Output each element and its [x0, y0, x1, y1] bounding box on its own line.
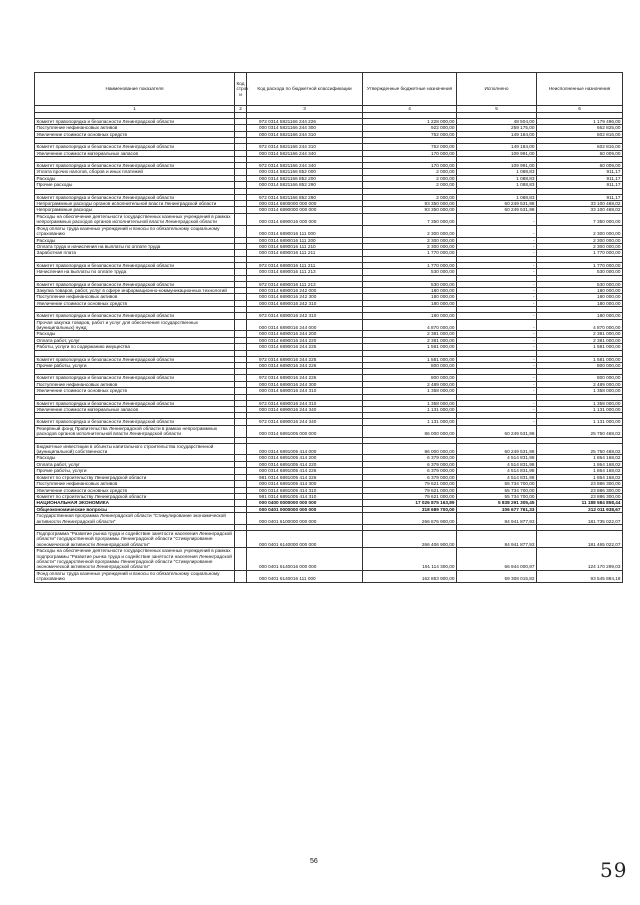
row-budget-code-cell: 000 0314 6890016 111 200 [247, 237, 363, 243]
row-unexecuted-cell: 1 864 168,02 [537, 461, 623, 467]
row-name-cell: Расходы [35, 331, 235, 337]
col-number: 5 [457, 106, 537, 113]
table-row [35, 548, 623, 571]
row-unexecuted-cell: 93 545 884,18 [537, 570, 623, 582]
row-executed-cell: 66 944 000,97 [457, 548, 537, 571]
row-approved-cell: 1 581 000,00 [363, 356, 457, 362]
row-budget-code-cell: 000 0314 6891005 414 220 [247, 461, 363, 467]
row-executed-cell: 55 734 700,00 [457, 493, 537, 499]
row-line-code-cell [235, 548, 247, 571]
row-approved-cell: 266 406 900,00 [363, 530, 457, 547]
row-budget-code-cell: 000 0314 6890016 111 000 [247, 225, 363, 237]
col-number: 3 [247, 106, 363, 113]
row-approved-cell: 170 000,00 [363, 163, 457, 169]
row-unexecuted-cell: 2 381 000,00 [537, 337, 623, 343]
row-unexecuted-cell: 60 009,00 [537, 150, 623, 156]
row-budget-code-cell: 000 0314 6890016 000 000 [247, 213, 363, 225]
row-budget-code-cell: 972 0314 5821166 244 340 [247, 163, 363, 169]
row-budget-code-cell: 972 0314 6890016 244 340 [247, 419, 363, 425]
row-unexecuted-cell: 1 131 000,00 [537, 407, 623, 413]
row-name-cell: Оплата работ, услуг [35, 337, 235, 343]
row-executed-cell: - [457, 294, 537, 300]
row-unexecuted-cell: 23 886 300,00 [537, 481, 623, 487]
row-executed-cell: 60 249 531,98 [457, 443, 537, 455]
row-executed-cell: - [457, 400, 537, 406]
row-budget-code-cell: 972 0314 5821166 244 226 [247, 119, 363, 125]
row-executed-cell: - [457, 331, 537, 337]
row-unexecuted-cell: 25 750 468,02 [537, 425, 623, 437]
row-name-cell: Прочие работы, услуги [35, 468, 235, 474]
row-approved-cell: 266 676 900,00 [363, 513, 457, 525]
row-budget-code-cell: 000 0401 6140000 000 000 [247, 530, 363, 547]
row-approved-cell: 2 000,00 [363, 169, 457, 175]
row-unexecuted-cell: 1 864 168,02 [537, 455, 623, 461]
row-unexecuted-cell: 124 170 299,03 [537, 548, 623, 571]
row-budget-code-cell: 000 0314 6890016 242 300 [247, 294, 363, 300]
row-budget-code-cell: 972 0314 6890016 111 213 [247, 281, 363, 287]
row-executed-cell: - [457, 250, 537, 256]
row-budget-code-cell: 972 0314 6890016 244 310 [247, 400, 363, 406]
row-approved-cell: 2 000,00 [363, 194, 457, 200]
row-executed-cell: 55 734 700,00 [457, 487, 537, 493]
row-executed-cell: 4 514 831,98 [457, 461, 537, 467]
row-approved-cell: 2 381 000,00 [363, 331, 457, 337]
row-name-cell: Непрограммные расходы органов исполнительной власти Ленинградской области [35, 201, 235, 207]
row-executed-cell: 4 514 831,98 [457, 468, 537, 474]
row-name-cell: Прочая закупка товаров, работ и услуг для обеспечения государственных (муниципальных) нужд [35, 319, 235, 331]
row-name-cell: Комитет правопорядка и безопасности Ленинградской области [35, 163, 235, 169]
row-unexecuted-cell: 800 000,00 [537, 363, 623, 369]
row-approved-cell: 86 000 000,00 [363, 425, 457, 437]
report-page [34, 72, 622, 583]
col-header-executed: Исполнено [457, 73, 537, 106]
row-approved-cell: 79 621 000,00 [363, 487, 457, 493]
row-budget-code-cell: 000 0314 6890016 244 200 [247, 331, 363, 337]
row-budget-code-cell: 972 0314 6890016 244 225 [247, 356, 363, 362]
row-approved-cell: 93 350 000,00 [363, 201, 457, 207]
row-executed-cell: - [457, 313, 537, 319]
row-approved-cell: 17 026 875 163,89 [363, 500, 457, 506]
row-unexecuted-cell: 212 011 938,67 [537, 506, 623, 512]
row-executed-cell: - [457, 287, 537, 293]
table-row [35, 570, 623, 582]
row-approved-cell: 79 621 000,00 [363, 481, 457, 487]
row-name-cell: Фонд оплаты труда казенных учреждений и взносы по обязательному социальному страхованию [35, 225, 235, 237]
row-name-cell: Расходы [35, 237, 235, 243]
row-approved-cell: 162 853 900,00 [363, 570, 457, 582]
row-approved-cell: 180 000,00 [363, 313, 457, 319]
row-budget-code-cell: 000 0314 6891005 414 310 [247, 487, 363, 493]
row-executed-cell: - [457, 262, 537, 268]
row-budget-code-cell: 000 0314 5821166 244 310 [247, 131, 363, 137]
row-approved-cell: 191 114 300,00 [363, 548, 457, 571]
row-line-code-cell [235, 530, 247, 547]
row-line-code-cell [235, 425, 247, 437]
row-approved-cell: 180 000,00 [363, 294, 457, 300]
row-name-cell: Расходы на обеспечение деятельности государственных казенных учреждений в рамках подпрограммы "Развитие рынка труда и содействие занятости населения Ленинградской области" государственной программы Ленинградской области "Стимулирование экономической активности Ленинградской области" [35, 548, 235, 571]
row-budget-code-cell: 000 0401 0000000 000 000 [247, 506, 363, 512]
row-executed-cell: - [457, 407, 537, 413]
row-approved-cell: 1 581 000,00 [363, 344, 457, 350]
row-budget-code-cell: 000 0314 6890016 244 340 [247, 407, 363, 413]
handwritten-page-stamp: 59 [600, 858, 628, 882]
row-unexecuted-cell: 33 100 468,02 [537, 201, 623, 207]
row-approved-cell: 4 870 000,00 [363, 319, 457, 331]
row-unexecuted-cell: 25 750 468,02 [537, 443, 623, 455]
row-executed-cell: - [457, 344, 537, 350]
col-number: 2 [235, 106, 247, 113]
row-budget-code-cell: 972 0314 6890016 244 226 [247, 375, 363, 381]
row-executed-cell: 109 991,00 [457, 163, 537, 169]
column-number-row [35, 106, 623, 113]
row-budget-code-cell: 000 0314 6890016 244 310 [247, 388, 363, 394]
row-name-cell: Подпрограмма "Развитие рынка труда и содействие занятости населения Ленинградской области" государственной программы Ленинградской области "Стимулирование экономической активности Ленинградской области" [35, 530, 235, 547]
col-number: 4 [363, 106, 457, 113]
row-unexecuted-cell: 181 465 022,07 [537, 530, 623, 547]
row-budget-code-cell: 000 0401 6100000 000 000 [247, 513, 363, 525]
row-unexecuted-cell: 530 000,00 [537, 281, 623, 287]
row-executed-cell: 55 734 700,00 [457, 481, 537, 487]
row-name-cell: Комитет правопорядка и безопасности Ленинградской области [35, 281, 235, 287]
row-budget-code-cell: 000 0314 6890016 242 000 [247, 287, 363, 293]
row-approved-cell: 800 000,00 [363, 363, 457, 369]
row-budget-code-cell: 000 0401 6140016 111 000 [247, 570, 363, 582]
row-executed-cell: 84 941 877,93 [457, 530, 537, 547]
row-name-cell: Заработная плата [35, 250, 235, 256]
row-line-code-cell [235, 570, 247, 582]
row-unexecuted-cell: 180 000,00 [537, 313, 623, 319]
row-budget-code-cell: 000 0314 5821166 852 290 [247, 182, 363, 188]
row-name-cell: Комитет по строительству Ленинградской области [35, 474, 235, 480]
row-unexecuted-cell: 23 886 300,00 [537, 493, 623, 499]
row-executed-cell: 60 249 531,98 [457, 425, 537, 437]
col-header-budget-code: Код расхода по бюджетной классификации [247, 73, 363, 106]
row-name-cell: Поступление нефинансовых активов [35, 125, 235, 131]
table-row [35, 225, 623, 237]
row-name-cell: Расходы на обеспечение деятельности государственных казенных учреждений в рамках непрограммных расходов органов исполнительной власти Ленинградской области [35, 213, 235, 225]
row-budget-code-cell: 000 0314 6890016 242 310 [247, 300, 363, 306]
row-executed-cell: 109 991,00 [457, 150, 537, 156]
row-budget-code-cell: 972 0314 5821166 244 310 [247, 144, 363, 150]
row-name-cell: Увеличение стоимости материальных запасов [35, 407, 235, 413]
row-budget-code-cell: 000 0314 5821166 244 300 [247, 125, 363, 131]
row-approved-cell: 180 000,00 [363, 300, 457, 306]
row-line-code-cell [235, 443, 247, 455]
row-line-code-cell [235, 225, 247, 237]
row-unexecuted-cell: 1 864 168,02 [537, 474, 623, 480]
row-executed-cell: 1 088,83 [457, 194, 537, 200]
row-unexecuted-cell: 180 000,00 [537, 294, 623, 300]
row-name-cell: Комитет правопорядка и безопасности Ленинградской области [35, 419, 235, 425]
row-approved-cell: 86 000 000,00 [363, 443, 457, 455]
row-executed-cell: - [457, 225, 537, 237]
row-unexecuted-cell: 911,17 [537, 182, 623, 188]
row-executed-cell: 60 249 531,98 [457, 207, 537, 213]
row-unexecuted-cell: 1 179 496,00 [537, 119, 623, 125]
row-name-cell: Работы, услуги по содержанию имущества [35, 344, 235, 350]
row-approved-cell: 93 350 000,00 [363, 207, 457, 213]
row-approved-cell: 1 358 000,00 [363, 400, 457, 406]
table-row [35, 425, 623, 437]
row-name-cell: Начисления на выплаты по оплате труда [35, 269, 235, 275]
row-unexecuted-cell: 23 886 300,00 [537, 487, 623, 493]
row-budget-code-cell: 000 0314 6890016 244 226 [247, 363, 363, 369]
row-executed-cell: 1 088,83 [457, 182, 537, 188]
row-approved-cell: 530 000,00 [363, 269, 457, 275]
row-executed-cell: 149 184,00 [457, 131, 537, 137]
row-name-cell: Поступление нефинансовых активов [35, 381, 235, 387]
row-name-cell: Комитет правопорядка и безопасности Ленинградской области [35, 144, 235, 150]
row-name-cell: Комитет правопорядка и безопасности Ленинградской области [35, 194, 235, 200]
row-unexecuted-cell: 33 100 468,02 [537, 207, 623, 213]
row-approved-cell: 2 300 000,00 [363, 243, 457, 249]
row-executed-cell: 59 308 015,82 [457, 570, 537, 582]
row-approved-cell: 922 000,00 [363, 125, 457, 131]
row-budget-code-cell: 000 0314 6890016 244 225 [247, 344, 363, 350]
row-executed-cell: 5 838 291 305,45 [457, 500, 537, 506]
row-approved-cell: 1 770 000,00 [363, 262, 457, 268]
row-executed-cell: 1 088,83 [457, 169, 537, 175]
row-executed-cell: - [457, 356, 537, 362]
row-executed-cell: - [457, 237, 537, 243]
row-name-cell: Комитет правопорядка и безопасности Ленинградской области [35, 356, 235, 362]
header-row [35, 73, 623, 106]
row-executed-cell: - [457, 419, 537, 425]
row-approved-cell: 752 000,00 [363, 144, 457, 150]
row-approved-cell: 2 300 000,00 [363, 225, 457, 237]
row-unexecuted-cell: 7 350 000,00 [537, 213, 623, 225]
row-budget-code-cell: 000 0314 5821166 244 340 [247, 150, 363, 156]
row-executed-cell: 259 175,00 [457, 125, 537, 131]
row-name-cell: Увеличение стоимости основных средств [35, 388, 235, 394]
row-executed-cell: - [457, 300, 537, 306]
row-approved-cell: 79 621 000,00 [363, 493, 457, 499]
row-unexecuted-cell: 4 870 000,00 [537, 319, 623, 331]
row-executed-cell: - [457, 243, 537, 249]
row-name-cell: Непрограммные расходы [35, 207, 235, 213]
row-unexecuted-cell: 1 131 000,00 [537, 419, 623, 425]
row-budget-code-cell: 000 0314 6890016 244 300 [247, 381, 363, 387]
row-approved-cell: 2 300 000,00 [363, 237, 457, 243]
row-executed-cell: 1 088,83 [457, 175, 537, 181]
row-unexecuted-cell: 1 358 000,00 [537, 400, 623, 406]
row-unexecuted-cell: 530 000,00 [537, 269, 623, 275]
row-executed-cell: 48 504,00 [457, 119, 537, 125]
row-executed-cell: 106 677 761,33 [457, 506, 537, 512]
row-unexecuted-cell: 911,17 [537, 175, 623, 181]
row-name-cell: Поступление нефинансовых активов [35, 481, 235, 487]
row-budget-code-cell: 000 0314 6891005 414 000 [247, 443, 363, 455]
row-approved-cell: 318 689 700,00 [363, 506, 457, 512]
row-name-cell: Закупка товаров, работ, услуг в сфере информационно-коммуникационных технологий [35, 287, 235, 293]
row-name-cell: Увеличение стоимости основных средств [35, 131, 235, 137]
col-header-approved: Утвержденные бюджетные назначения [363, 73, 457, 106]
table-row [35, 443, 623, 455]
row-approved-cell: 7 350 000,00 [363, 213, 457, 225]
row-executed-cell: 84 941 877,93 [457, 513, 537, 525]
table-body [35, 113, 623, 583]
table-row [35, 319, 623, 331]
row-budget-code-cell: 981 0314 6891005 414 226 [247, 474, 363, 480]
col-number: 1 [35, 106, 235, 113]
row-name-cell: Оплата работ, услуг [35, 461, 235, 467]
row-unexecuted-cell: 2 300 000,00 [537, 237, 623, 243]
budget-execution-table [34, 72, 623, 583]
row-executed-cell: - [457, 337, 537, 343]
row-approved-cell: 800 000,00 [363, 375, 457, 381]
row-unexecuted-cell: 1 581 000,00 [537, 344, 623, 350]
row-unexecuted-cell: 1 864 168,02 [537, 468, 623, 474]
row-budget-code-cell: 972 0314 6890016 242 310 [247, 313, 363, 319]
row-budget-code-cell: 000 0400 0000000 000 000 [247, 500, 363, 506]
row-name-cell: Комитет по строительству Ленинградской области [35, 493, 235, 499]
row-approved-cell: 2 000,00 [363, 182, 457, 188]
table-row [35, 530, 623, 547]
row-executed-cell: 149 184,00 [457, 144, 537, 150]
row-unexecuted-cell: 1 358 000,00 [537, 388, 623, 394]
row-name-cell: Уплата прочих налогов, сборов и иных платежей [35, 169, 235, 175]
row-name-cell: Комитет правопорядка и безопасности Ленинградской области [35, 119, 235, 125]
row-name-cell: Общеэкономические вопросы [35, 506, 235, 512]
row-approved-cell: 530 000,00 [363, 281, 457, 287]
row-unexecuted-cell: 911,17 [537, 194, 623, 200]
row-approved-cell: 6 379 000,00 [363, 455, 457, 461]
row-unexecuted-cell: 1 770 000,00 [537, 262, 623, 268]
row-name-cell: Увеличение стоимости материальных запасов [35, 150, 235, 156]
row-name-cell: Комитет правопорядка и безопасности Ленинградской области [35, 375, 235, 381]
row-name-cell: Фонд оплаты труда казенных учреждений и взносы по обязательному социальному страхованию [35, 570, 235, 582]
row-name-cell: Бюджетные инвестиции в объекты капитального строительства государственной (муниципальной) собственности [35, 443, 235, 455]
row-budget-code-cell: 000 0314 6891005 414 300 [247, 481, 363, 487]
row-budget-code-cell: 000 0314 6800000 000 000 [247, 201, 363, 207]
row-budget-code-cell: 000 0314 6891005 414 200 [247, 455, 363, 461]
row-approved-cell: 6 379 000,00 [363, 461, 457, 467]
row-name-cell: Комитет правопорядка и безопасности Ленинградской области [35, 400, 235, 406]
row-budget-code-cell: 981 0314 6891005 414 310 [247, 493, 363, 499]
row-name-cell: Прочие работы, услуги [35, 363, 235, 369]
row-budget-code-cell: 000 0401 6140016 000 000 [247, 548, 363, 571]
row-executed-cell: 4 514 831,98 [457, 455, 537, 461]
col-header-line-code: Код строк и [235, 73, 247, 106]
col-header-name: Наименование показателя [35, 73, 235, 106]
row-unexecuted-cell: 911,17 [537, 169, 623, 175]
row-unexecuted-cell: 2 489 000,00 [537, 381, 623, 387]
table-row [35, 513, 623, 525]
row-executed-cell: - [457, 213, 537, 225]
row-approved-cell: 6 379 000,00 [363, 468, 457, 474]
row-name-cell: НАЦИОНАЛЬНАЯ ЭКОНОМИКА [35, 500, 235, 506]
row-name-cell: Комитет правопорядка и безопасности Ленинградской области [35, 313, 235, 319]
row-unexecuted-cell: 602 816,00 [537, 131, 623, 137]
row-name-cell: Увеличение стоимости основных средств [35, 300, 235, 306]
row-budget-code-cell: 000 0314 6891005 000 000 [247, 425, 363, 437]
row-approved-cell: 2 381 000,00 [363, 337, 457, 343]
col-header-unexecuted: Неисполненные назначения [537, 73, 623, 106]
row-approved-cell: 1 131 000,00 [363, 407, 457, 413]
row-name-cell: Оплата труда и начисления на выплаты по оплате труда [35, 243, 235, 249]
row-unexecuted-cell: 662 825,00 [537, 125, 623, 131]
row-name-cell: Комитет правопорядка и безопасности Ленинградской области [35, 262, 235, 268]
row-budget-code-cell: 000 0314 6890016 111 213 [247, 269, 363, 275]
row-unexecuted-cell: 180 000,00 [537, 287, 623, 293]
row-approved-cell: 180 000,00 [363, 287, 457, 293]
row-budget-code-cell: 000 0314 5821166 852 200 [247, 175, 363, 181]
row-executed-cell: - [457, 363, 537, 369]
row-unexecuted-cell: 11 188 584 858,44 [537, 500, 623, 506]
row-name-cell: Резервный фонд Правительства Ленинградской области в рамках непрограммных расходов органов исполнительной власти Ленинградской области [35, 425, 235, 437]
row-budget-code-cell: 000 0314 6890016 244 000 [247, 319, 363, 331]
row-unexecuted-cell: 800 000,00 [537, 375, 623, 381]
row-budget-code-cell: 000 0314 6890016 111 210 [247, 243, 363, 249]
row-budget-code-cell: 000 0314 6890016 111 211 [247, 250, 363, 256]
row-approved-cell: 1 770 000,00 [363, 250, 457, 256]
row-unexecuted-cell: 1 581 000,00 [537, 356, 623, 362]
row-executed-cell: - [457, 388, 537, 394]
col-number: 6 [537, 106, 623, 113]
row-executed-cell: 60 249 531,98 [457, 201, 537, 207]
row-name-cell: Увеличение стоимости основных средств [35, 487, 235, 493]
row-approved-cell: 752 000,00 [363, 131, 457, 137]
row-approved-cell: 2 489 000,00 [363, 381, 457, 387]
page-number: 56 [310, 858, 318, 865]
row-budget-code-cell: 972 0314 6890016 111 211 [247, 262, 363, 268]
row-executed-cell: - [457, 375, 537, 381]
row-unexecuted-cell: 2 381 000,00 [537, 331, 623, 337]
table-row [35, 213, 623, 225]
row-unexecuted-cell: 1 770 000,00 [537, 250, 623, 256]
row-name-cell: Поступление нефинансовых активов [35, 294, 235, 300]
row-unexecuted-cell: 60 009,00 [537, 163, 623, 169]
row-unexecuted-cell: 2 300 000,00 [537, 243, 623, 249]
row-executed-cell: - [457, 269, 537, 275]
row-name-cell: Прочие расходы [35, 182, 235, 188]
row-budget-code-cell: 000 0314 5821166 852 000 [247, 169, 363, 175]
row-name-cell: Расходы [35, 455, 235, 461]
row-unexecuted-cell: 602 816,00 [537, 144, 623, 150]
row-unexecuted-cell: 181 735 022,07 [537, 513, 623, 525]
row-budget-code-cell: 000 0314 6890016 244 220 [247, 337, 363, 343]
row-line-code-cell [235, 513, 247, 525]
row-budget-code-cell: 972 0314 5821166 852 290 [247, 194, 363, 200]
row-approved-cell: 2 000,00 [363, 175, 457, 181]
row-executed-cell: - [457, 381, 537, 387]
row-unexecuted-cell: 2 300 000,00 [537, 225, 623, 237]
row-approved-cell: 170 000,00 [363, 150, 457, 156]
row-budget-code-cell: 000 0314 6891005 414 226 [247, 468, 363, 474]
row-approved-cell: 1 358 000,00 [363, 388, 457, 394]
row-budget-code-cell: 000 0314 6890000 000 000 [247, 207, 363, 213]
row-executed-cell: - [457, 281, 537, 287]
row-executed-cell: 4 514 831,98 [457, 474, 537, 480]
row-approved-cell: 1 131 000,00 [363, 419, 457, 425]
row-unexecuted-cell: 180 000,00 [537, 300, 623, 306]
row-line-code-cell [235, 319, 247, 331]
row-name-cell: Расходы [35, 175, 235, 181]
row-name-cell: Государственная программа Ленинградской области "Стимулирование экономической активности Ленинградской области" [35, 513, 235, 525]
row-approved-cell: 6 379 000,00 [363, 474, 457, 480]
row-executed-cell: - [457, 319, 537, 331]
row-approved-cell: 1 228 000,00 [363, 119, 457, 125]
row-line-code-cell [235, 213, 247, 225]
